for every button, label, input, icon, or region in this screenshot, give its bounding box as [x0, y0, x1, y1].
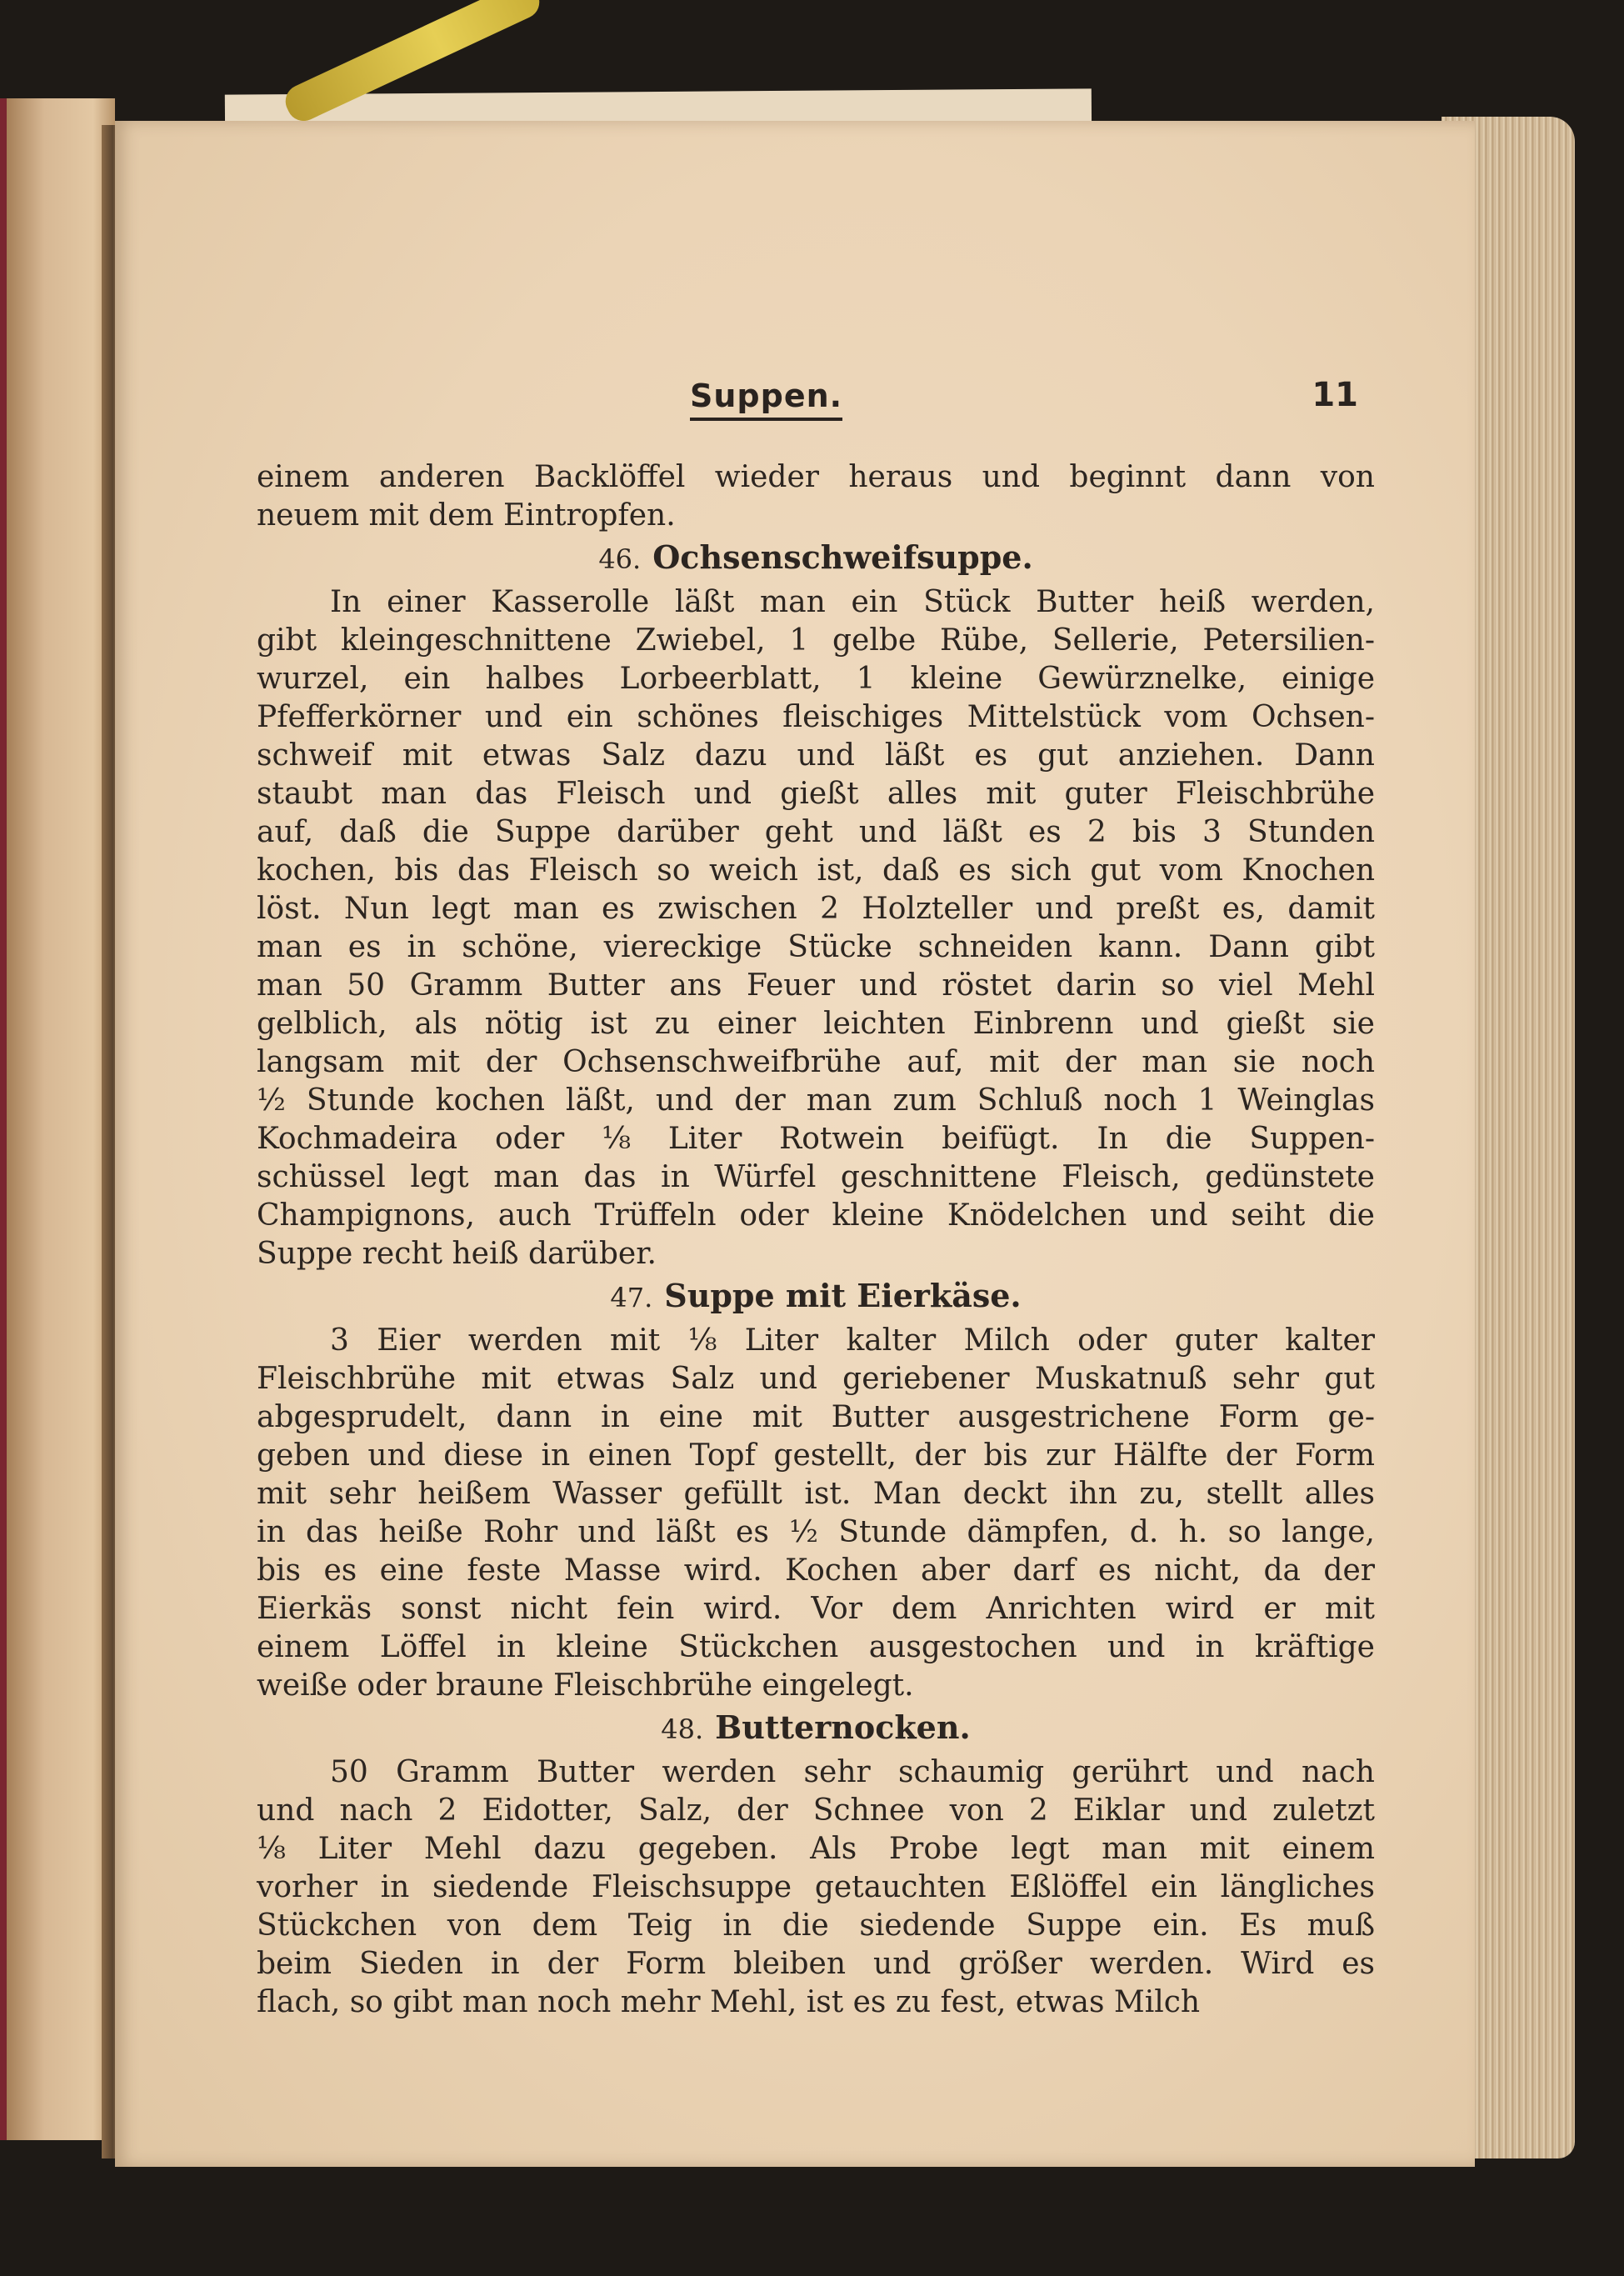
recipe-number: 48. — [661, 1713, 704, 1745]
left-page-edge — [0, 98, 115, 2140]
recipe-heading — [257, 537, 1375, 578]
text-line: mit sehr heißem Wasser gefüllt ist. Man deckt ihn zu, stellt alles — [257, 1477, 1375, 1511]
paragraph — [257, 1753, 1375, 2022]
text-line: ½ Stunde kochen läßt, und der man zum Schluß noch 1 Weinglas — [257, 1083, 1375, 1118]
text-line: neuem mit dem Eintropfen. — [257, 498, 676, 533]
text-line: man 50 Gramm Butter ans Feuer und röstet darin so viel Mehl — [257, 968, 1375, 1003]
text-line: vorher in siedende Fleischsuppe getauchten Eßlöffel ein längliches — [257, 1870, 1375, 1904]
text-line: staubt man das Fleisch und gießt alles mit guter Fleischbrühe — [257, 777, 1375, 811]
text-line: löst. Nun legt man es zwischen 2 Holzteller und preßt es, damit — [257, 892, 1375, 926]
text-line: Stückchen von dem Teig in die siedende Suppe ein. Es muß — [257, 1908, 1375, 1943]
text-line: in das heiße Rohr und läßt es ½ Stunde dämpfen, d. h. so lange, — [257, 1515, 1375, 1549]
text-line: und nach 2 Eidotter, Salz, der Schnee von 2 Eiklar und zuletzt — [257, 1793, 1375, 1828]
text-line: Kochmadeira oder ⅛ Liter Rotwein beifügt. In die Suppen- — [257, 1122, 1375, 1156]
body-text — [257, 458, 1375, 2022]
text-line: schweif mit etwas Salz dazu und läßt es gut anziehen. Dann — [257, 738, 1375, 773]
text-line: auf, daß die Suppe darüber geht und läßt es 2 bis 3 Stunden — [257, 815, 1375, 849]
text-line: ⅛ Liter Mehl dazu gegeben. Als Probe legt man mit einem — [257, 1832, 1375, 1866]
text-line: einem anderen Backlöffel wieder heraus und beginnt dann von — [257, 460, 1375, 494]
page-number: 11 — [1312, 376, 1358, 414]
text-line: 3 Eier werden mit ⅛ Liter kalter Milch oder guter kalter — [330, 1323, 1375, 1358]
text-line: Fleischbrühe mit etwas Salz und geriebener Muskatnuß sehr gut — [257, 1362, 1375, 1396]
text-line: schüssel legt man das in Würfel geschnittene Fleisch, gedünstete — [257, 1160, 1375, 1194]
text-line: Suppe recht heiß darüber. — [257, 1237, 657, 1271]
section-title: Suppen. — [690, 378, 842, 421]
text-line: kochen, bis das Fleisch so weich ist, daß es sich gut vom Knochen — [257, 853, 1375, 888]
text-line: flach, so gibt man noch mehr Mehl, ist es zu fest, etwas Milch — [257, 1985, 1201, 2019]
text-line: 50 Gramm Butter werden sehr schaumig gerührt und nach — [330, 1755, 1375, 1789]
recipe-heading — [257, 1275, 1375, 1317]
recipe-number: 46. — [598, 543, 642, 575]
text-line: wurzel, ein halbes Lorbeerblatt, 1 kleine Gewürznelke, einige — [257, 662, 1375, 696]
text-line: Pfefferkörner und ein schönes fleischiges Mittelstück vom Ochsen- — [257, 700, 1375, 734]
text-line: langsam mit der Ochsenschweifbrühe auf, mit der man sie noch — [257, 1045, 1375, 1079]
text-line: Champignons, auch Trüffeln oder kleine Knödelchen und seiht die — [257, 1198, 1375, 1233]
recipe-title: Butternocken. — [715, 1708, 971, 1746]
recipe-heading — [257, 1707, 1375, 1748]
text-line: gibt kleingeschnittene Zwiebel, 1 gelbe Rübe, Sellerie, Petersilien- — [257, 623, 1375, 658]
recipe-title: Suppe mit Eierkäse. — [664, 1277, 1022, 1314]
paragraph — [257, 458, 1375, 535]
paragraph — [257, 583, 1375, 1273]
text-line: einem Löffel in kleine Stückchen ausgestochen und in kräftige — [257, 1630, 1375, 1664]
text-line: man es in schöne, viereckige Stücke schneiden kann. Dann gibt — [257, 930, 1375, 964]
text-line: Eierkäs sonst nicht fein wird. Vor dem Anrichten wird er mit — [257, 1592, 1375, 1626]
text-line: gelblich, als nötig ist zu einer leichten Einbrenn und gießt sie — [257, 1007, 1375, 1041]
recipe-title: Ochsenschweifsuppe. — [652, 538, 1033, 576]
text-line: geben und diese in einen Topf gestellt, der bis zur Hälfte der Form — [257, 1438, 1375, 1473]
text-line: weiße oder braune Fleischbrühe eingelegt. — [257, 1668, 914, 1703]
text-line: beim Sieden in der Form bleiben und größer werden. Wird es — [257, 1947, 1375, 1981]
paragraph — [257, 1322, 1375, 1705]
running-head — [115, 371, 1475, 429]
text-line: abgesprudelt, dann in eine mit Butter ausgestrichene Form ge- — [257, 1400, 1375, 1434]
recipe-number: 47. — [610, 1282, 653, 1313]
text-line: In einer Kasserolle läßt man ein Stück Butter heiß werden, — [330, 585, 1375, 619]
book-page — [115, 121, 1475, 2167]
text-line: bis es eine feste Masse wird. Kochen aber darf es nicht, da der — [257, 1553, 1375, 1588]
